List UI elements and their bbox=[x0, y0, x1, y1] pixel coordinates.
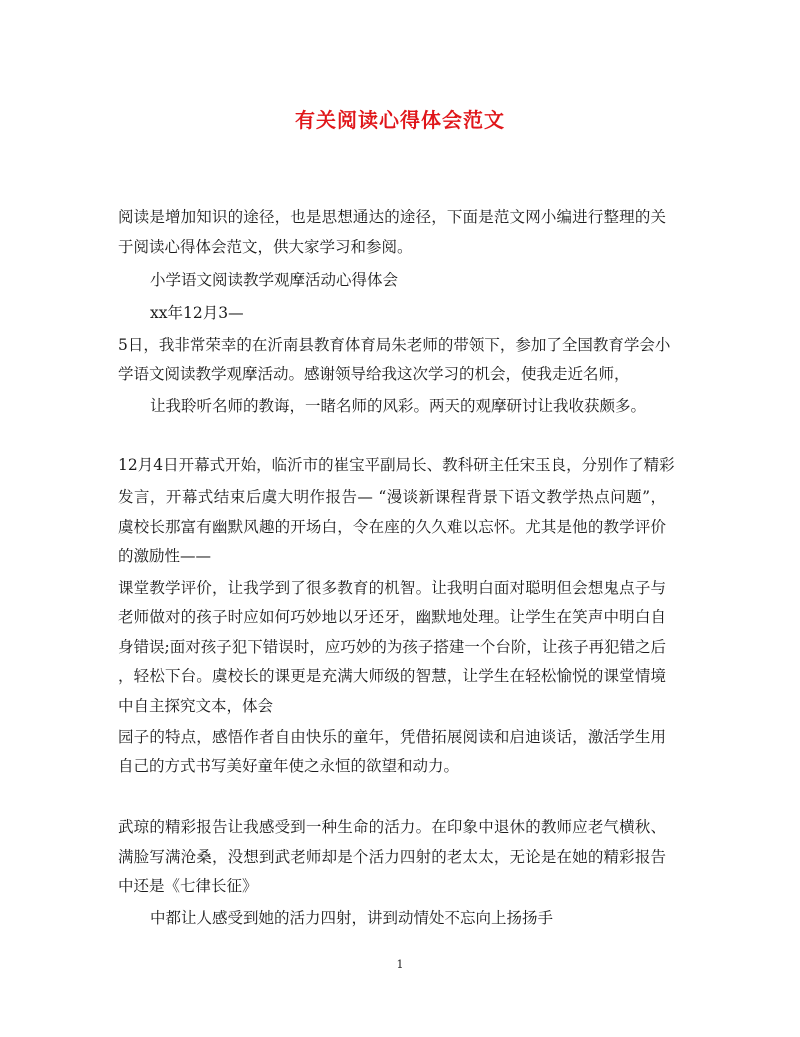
paragraph-line: 发言，开幕式结束后虞大明作报告— “漫谈新课程背景下语文教学热点问题”， bbox=[118, 488, 666, 506]
paragraph-line: 中都让人感受到她的活力四射，讲到动情处不忘向上扬扬手 bbox=[150, 909, 554, 927]
paragraph-line: 于阅读心得体会范文，供大家学习和参阅。 bbox=[118, 238, 413, 256]
paragraph-line: 5日，我非常荣幸的在沂南县教育体育局朱老师的带领下，参加了全国教育学会小 bbox=[118, 336, 671, 354]
date-line: xx年12月3— bbox=[150, 304, 244, 322]
paragraph-line: 自己的方式书写美好童年使之永恒的欲望和动力。 bbox=[118, 757, 460, 775]
paragraph-line: 身错误;面对孩子犯下错误时，应巧妙的为孩子搭建一个台阶，让孩子再犯错之后 bbox=[118, 638, 666, 656]
paragraph-line: 的激励性—— bbox=[118, 547, 212, 565]
paragraph-line: 武琼的精彩报告让我感受到一种生命的活力。在印象中退休的教师应老气横秋、 bbox=[118, 818, 666, 836]
paragraph-line: 虞校长那富有幽默风趣的开场白，令在座的久久难以忘怀。尤其是他的教学评价 bbox=[118, 518, 666, 536]
paragraph-line: 课堂教学评价，让我学到了很多教育的机智。让我明白面对聪明但会想鬼点子与 bbox=[118, 579, 666, 597]
paragraph-line: 阅读是增加知识的途径，也是思想通达的途径，下面是范文网小编进行整理的关 bbox=[118, 208, 666, 226]
paragraph-line: 让我聆听名师的教诲，一睹名师的风彩。两天的观摩研讨让我收获颇多。 bbox=[150, 397, 647, 415]
document-title: 有关阅读心得体会范文 bbox=[295, 108, 505, 132]
section-heading: 小学语文阅读教学观摩活动心得体会 bbox=[150, 271, 399, 289]
paragraph-line: 老师做对的孩子时应如何巧妙地以牙还牙，幽默地处理。让学生在笑声中明白自 bbox=[118, 608, 666, 626]
paragraph-line: 满脸写满沧桑，没想到武老师却是个活力四射的老太太，无论是在她的精彩报告 bbox=[118, 848, 666, 866]
page-number: 1 bbox=[396, 958, 404, 971]
paragraph-line: 园子的特点，感悟作者自由快乐的童年，凭借拓展阅读和启迪谈话，激活学生用 bbox=[118, 728, 666, 746]
paragraph-line: 中自主探究文本，体会 bbox=[118, 697, 274, 715]
paragraph-line: 12月4日开幕式开始，临沂市的崔宝平副局长、教科研主任宋玉良，分别作了精彩 bbox=[118, 456, 675, 474]
paragraph-line: 中还是《七律长征》 bbox=[118, 877, 258, 895]
paragraph-line: 学语文阅读教学观摩活动。感谢领导给我这次学习的机会，使我走近名师， bbox=[118, 365, 630, 383]
paragraph-line: ，轻松下台。虞校长的课更是充满大师级的智慧，让学生在轻松愉悦的课堂情境 bbox=[118, 667, 666, 685]
